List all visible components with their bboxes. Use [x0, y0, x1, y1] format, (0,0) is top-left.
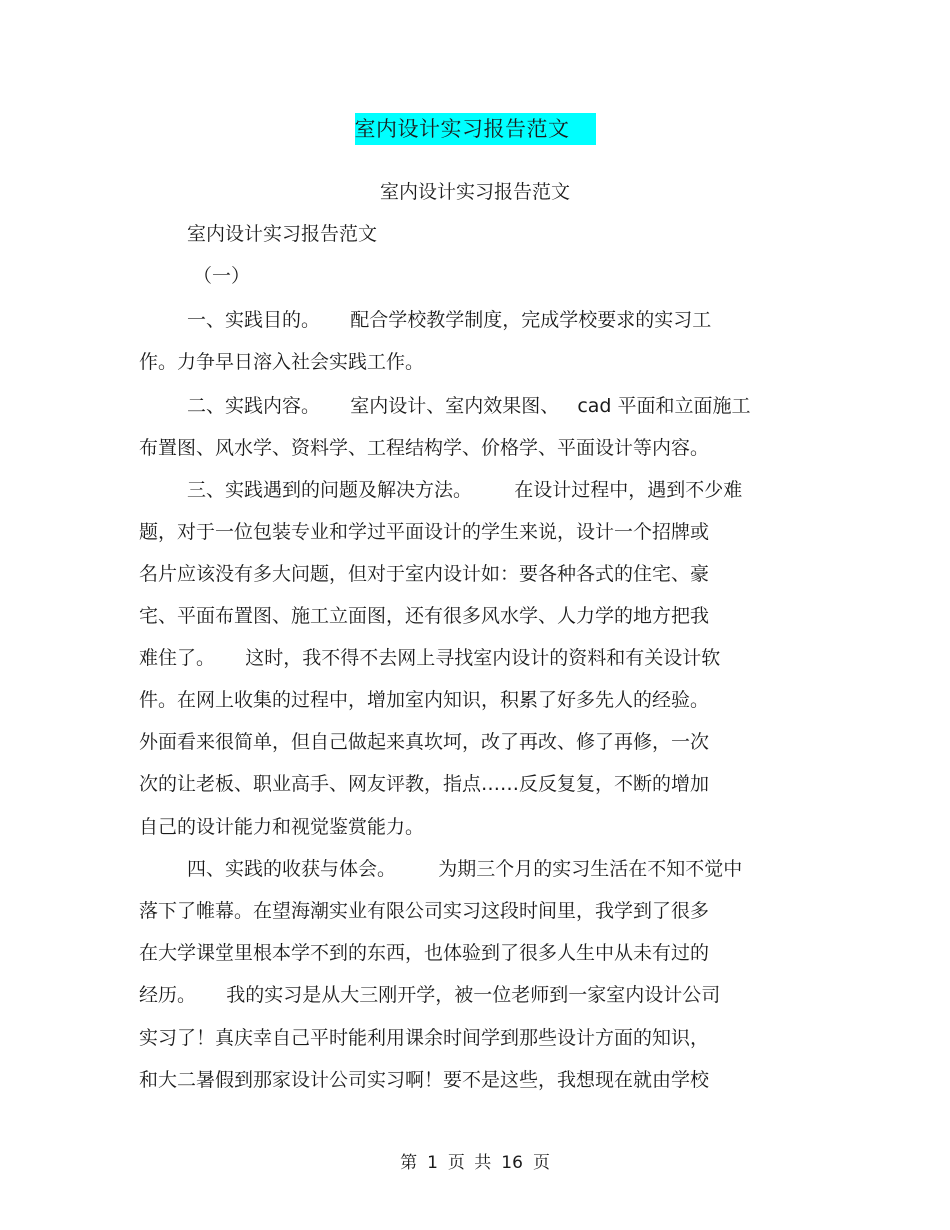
- text-line: 二、实践内容。 室内设计、室内效果图、 cad 平面和立面施工: [187, 395, 751, 417]
- title-block: [0, 113, 950, 145]
- footer-total-pages: 16: [501, 1153, 523, 1173]
- footer-prefix: 第: [400, 1153, 418, 1173]
- text-line: 布置图、风水学、资料学、工程结构学、价格学、平面设计等内容。: [139, 437, 710, 459]
- page-footer: [0, 1150, 950, 1176]
- document-title: 室内设计实习报告范文: [355, 113, 596, 145]
- text-line: （一）: [193, 265, 251, 287]
- text-line: 三、实践遇到的问题及解决方法。 在设计过程中，遇到不少难: [187, 479, 743, 501]
- document-subtitle: 室内设计实习报告范文: [379, 181, 570, 203]
- text-line: 和大二暑假到那家设计公司实习啊！要不是这些，我想现在就由学校: [139, 1069, 710, 1091]
- text-line: 件。在网上收集的过程中，增加室内知识，积累了好多先人的经验。: [139, 689, 710, 711]
- text-line: 题，对于一位包装专业和学过平面设计的学生来说，设计一个招牌或: [139, 521, 710, 543]
- text-line: 作。力争早日溶入社会实践工作。: [139, 351, 425, 373]
- text-line: 名片应该没有多大问题，但对于室内设计如：要各种各式的住宅、豪: [139, 563, 710, 585]
- text-line: 室内设计实习报告范文: [187, 223, 378, 245]
- text-line: 自己的设计能力和视觉鉴赏能力。: [139, 816, 425, 838]
- text-line: 四、实践的收获与体会。 为期三个月的实习生活在不知不觉中: [187, 858, 743, 880]
- footer-suffix: 页: [532, 1153, 550, 1173]
- text-line: 落下了帷幕。在望海潮实业有限公司实习这段时间里，我学到了很多: [139, 900, 710, 922]
- text-line: 在大学课堂里根本学不到的东西，也体验到了很多人生中从未有过的: [139, 942, 710, 964]
- text-line: 次的让老板、职业高手、网友评教，指点……反反复复，不断的增加: [139, 773, 710, 795]
- text-line: 一、实践目的。 配合学校教学制度，完成学校要求的实习工: [187, 309, 712, 331]
- footer-page-number: 1: [427, 1153, 438, 1173]
- text-line: 宅、平面布置图、施工立面图，还有很多风水学、人力学的地方把我: [139, 605, 710, 627]
- footer-middle: 页 共: [447, 1153, 492, 1173]
- text-line: 外面看来很简单，但自己做起来真坎坷，改了再改、修了再修，一次: [139, 731, 710, 753]
- text-line: 经历。 我的实习是从大三刚开学，被一位老师到一家室内设计公司: [139, 984, 721, 1006]
- text-line: 难住了。 这时，我不得不去网上寻找室内设计的资料和有关设计软: [139, 647, 721, 669]
- text-line: 实习了！真庆幸自己平时能利用课余时间学到那些设计方面的知识，: [139, 1027, 710, 1049]
